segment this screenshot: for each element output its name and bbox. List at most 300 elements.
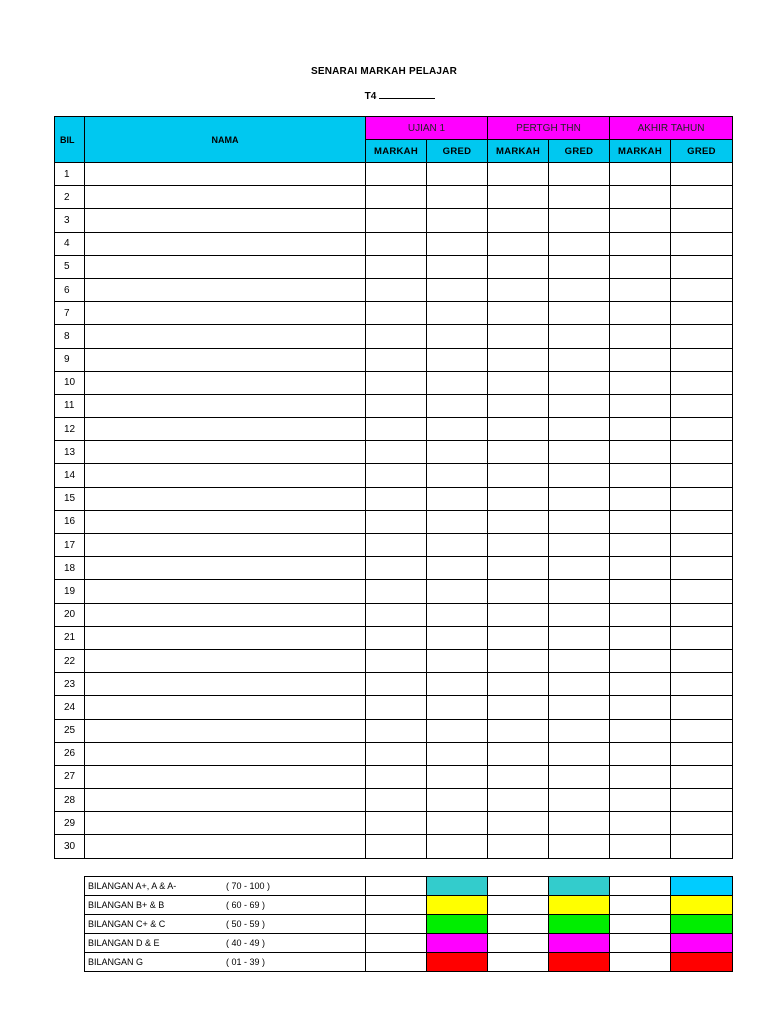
pertgh-markah-cell[interactable]	[488, 673, 549, 696]
pertgh-gred-cell[interactable]	[549, 186, 610, 209]
akhir-gred-cell[interactable]	[671, 626, 733, 649]
summary-label: BILANGAN G	[88, 957, 144, 967]
summary-count-cell[interactable]	[366, 896, 427, 915]
student-name-cell[interactable]	[85, 209, 366, 232]
row-number: 18	[55, 557, 85, 580]
grade-summary-body	[85, 877, 733, 972]
ujian1-markah-cell[interactable]	[366, 325, 427, 348]
pertgh-markah-cell[interactable]	[488, 278, 549, 301]
ujian1-markah-cell[interactable]	[366, 789, 427, 812]
student-name-cell[interactable]	[85, 603, 366, 626]
summary-color-cell[interactable]	[427, 915, 488, 934]
akhir-markah-cell[interactable]	[610, 418, 671, 441]
ujian1-markah-cell[interactable]	[366, 534, 427, 557]
table-row	[55, 163, 733, 186]
table-row	[55, 580, 733, 603]
row-number: 1	[55, 163, 85, 186]
grade-summary-table	[84, 876, 733, 972]
pertgh-gred-cell[interactable]	[549, 510, 610, 533]
summary-label-cell	[85, 896, 366, 915]
akhir-gred-cell[interactable]	[671, 789, 733, 812]
pertgh-gred-cell[interactable]	[549, 255, 610, 278]
row-number: 20	[55, 603, 85, 626]
pertgh-gred-cell[interactable]	[549, 348, 610, 371]
akhir-markah-cell[interactable]	[610, 765, 671, 788]
akhir-gred-cell[interactable]	[671, 534, 733, 557]
pertgh-gred-cell[interactable]	[549, 534, 610, 557]
pertgh-markah-cell[interactable]	[488, 580, 549, 603]
marks-table	[54, 116, 733, 859]
table-row	[55, 371, 733, 394]
pertgh-markah-cell[interactable]	[488, 626, 549, 649]
akhir-markah-cell[interactable]	[610, 719, 671, 742]
pertgh-markah-cell[interactable]	[488, 186, 549, 209]
summary-count-cell[interactable]	[488, 934, 549, 953]
student-name-cell[interactable]	[85, 348, 366, 371]
ujian1-markah-cell[interactable]	[366, 464, 427, 487]
akhir-markah-cell[interactable]	[610, 742, 671, 765]
pertgh-gred-cell[interactable]	[549, 278, 610, 301]
akhir-markah-cell[interactable]	[610, 163, 671, 186]
summary-range: ( 60 - 69 )	[226, 900, 266, 910]
pertgh-gred-cell[interactable]	[549, 580, 610, 603]
ujian1-markah-cell[interactable]	[366, 812, 427, 835]
summary-count-cell[interactable]	[366, 877, 427, 896]
table-row	[55, 649, 733, 672]
student-name-cell[interactable]	[85, 812, 366, 835]
header-bil: BIL	[55, 117, 85, 163]
summary-count-cell[interactable]	[488, 877, 549, 896]
pertgh-gred-cell[interactable]	[549, 209, 610, 232]
marks-table-body	[55, 163, 733, 859]
pertgh-markah-cell[interactable]	[488, 163, 549, 186]
akhir-markah-cell[interactable]	[610, 673, 671, 696]
pertgh-markah-cell[interactable]	[488, 510, 549, 533]
pertgh-markah-cell[interactable]	[488, 255, 549, 278]
akhir-markah-cell[interactable]	[610, 603, 671, 626]
pertgh-gred-cell[interactable]	[549, 487, 610, 510]
ujian1-markah-cell[interactable]	[366, 232, 427, 255]
ujian1-markah-cell[interactable]	[366, 394, 427, 417]
summary-color-cell[interactable]	[671, 877, 733, 896]
summary-count-cell[interactable]	[610, 877, 671, 896]
row-number: 5	[55, 255, 85, 278]
summary-label: BILANGAN B+ & B	[88, 900, 165, 910]
ujian1-gred-cell[interactable]	[427, 418, 488, 441]
pertgh-gred-cell[interactable]	[549, 812, 610, 835]
student-name-cell[interactable]	[85, 673, 366, 696]
pertgh-gred-cell[interactable]	[549, 603, 610, 626]
row-number: 23	[55, 673, 85, 696]
ujian1-markah-cell[interactable]	[366, 626, 427, 649]
akhir-gred-cell[interactable]	[671, 186, 733, 209]
row-number: 27	[55, 765, 85, 788]
ujian1-markah-cell[interactable]	[366, 487, 427, 510]
akhir-gred-cell[interactable]	[671, 649, 733, 672]
summary-count-cell[interactable]	[366, 934, 427, 953]
akhir-markah-cell[interactable]	[610, 186, 671, 209]
pertgh-gred-cell[interactable]	[549, 742, 610, 765]
table-row	[55, 302, 733, 325]
pertgh-gred-cell[interactable]	[549, 696, 610, 719]
student-name-cell[interactable]	[85, 186, 366, 209]
pertgh-gred-cell[interactable]	[549, 394, 610, 417]
summary-row	[85, 896, 733, 915]
ujian1-markah-cell[interactable]	[366, 348, 427, 371]
ujian1-markah-cell[interactable]	[366, 441, 427, 464]
akhir-gred-cell[interactable]	[671, 812, 733, 835]
student-name-cell[interactable]	[85, 464, 366, 487]
class-label: T4	[364, 91, 377, 102]
ujian1-gred-cell[interactable]	[427, 441, 488, 464]
akhir-gred-cell[interactable]	[671, 163, 733, 186]
summary-color-cell[interactable]	[427, 877, 488, 896]
pertgh-markah-cell[interactable]	[488, 209, 549, 232]
ujian1-gred-cell[interactable]	[427, 302, 488, 325]
akhir-gred-cell[interactable]	[671, 580, 733, 603]
ujian1-markah-cell[interactable]	[366, 302, 427, 325]
table-row	[55, 765, 733, 788]
student-name-cell[interactable]	[85, 487, 366, 510]
pertgh-markah-cell[interactable]	[488, 418, 549, 441]
header-group-ujian1: UJIAN 1	[366, 117, 488, 140]
summary-color-cell[interactable]	[671, 934, 733, 953]
ujian1-markah-cell[interactable]	[366, 163, 427, 186]
table-row	[55, 835, 733, 858]
summary-color-cell[interactable]	[427, 896, 488, 915]
student-name-cell[interactable]	[85, 557, 366, 580]
pertgh-markah-cell[interactable]	[488, 348, 549, 371]
summary-color-cell[interactable]	[549, 915, 610, 934]
pertgh-markah-cell[interactable]	[488, 603, 549, 626]
pertgh-markah-cell[interactable]	[488, 765, 549, 788]
pertgh-markah-cell[interactable]	[488, 789, 549, 812]
summary-color-cell[interactable]	[549, 896, 610, 915]
pertgh-gred-cell[interactable]	[549, 835, 610, 858]
ujian1-gred-cell[interactable]	[427, 580, 488, 603]
pertgh-markah-cell[interactable]	[488, 696, 549, 719]
student-name-cell[interactable]	[85, 534, 366, 557]
pertgh-gred-cell[interactable]	[549, 163, 610, 186]
student-name-cell[interactable]	[85, 835, 366, 858]
pertgh-markah-cell[interactable]	[488, 464, 549, 487]
ujian1-markah-cell[interactable]	[366, 696, 427, 719]
pertgh-gred-cell[interactable]	[549, 418, 610, 441]
row-number: 11	[55, 394, 85, 417]
student-name-cell[interactable]	[85, 441, 366, 464]
akhir-markah-cell[interactable]	[610, 557, 671, 580]
pertgh-markah-cell[interactable]	[488, 487, 549, 510]
summary-count-cell[interactable]	[488, 896, 549, 915]
summary-row	[85, 953, 733, 972]
akhir-gred-cell[interactable]	[671, 742, 733, 765]
pertgh-markah-cell[interactable]	[488, 394, 549, 417]
header-group-akhir-tahun: AKHIR TAHUN	[610, 117, 733, 140]
akhir-markah-cell[interactable]	[610, 278, 671, 301]
row-number: 15	[55, 487, 85, 510]
pertgh-markah-cell[interactable]	[488, 325, 549, 348]
akhir-gred-cell[interactable]	[671, 209, 733, 232]
summary-count-cell[interactable]	[366, 915, 427, 934]
ujian1-markah-cell[interactable]	[366, 278, 427, 301]
ujian1-markah-cell[interactable]	[366, 742, 427, 765]
header-markah: MARKAH	[610, 140, 671, 163]
pertgh-gred-cell[interactable]	[549, 232, 610, 255]
row-number: 22	[55, 649, 85, 672]
class-blank-field[interactable]	[379, 89, 435, 99]
row-number: 7	[55, 302, 85, 325]
pertgh-gred-cell[interactable]	[549, 325, 610, 348]
akhir-gred-cell[interactable]	[671, 232, 733, 255]
student-name-cell[interactable]	[85, 325, 366, 348]
student-name-cell[interactable]	[85, 418, 366, 441]
akhir-markah-cell[interactable]	[610, 649, 671, 672]
header-gred: GRED	[671, 140, 733, 163]
summary-count-cell[interactable]	[610, 934, 671, 953]
ujian1-gred-cell[interactable]	[427, 812, 488, 835]
row-number: 13	[55, 441, 85, 464]
akhir-markah-cell[interactable]	[610, 441, 671, 464]
pertgh-markah-cell[interactable]	[488, 371, 549, 394]
pertgh-markah-cell[interactable]	[488, 302, 549, 325]
pertgh-markah-cell[interactable]	[488, 534, 549, 557]
akhir-markah-cell[interactable]	[610, 464, 671, 487]
table-row	[55, 209, 733, 232]
summary-label-cell	[85, 877, 366, 896]
ujian1-gred-cell[interactable]	[427, 510, 488, 533]
akhir-gred-cell[interactable]	[671, 487, 733, 510]
ujian1-markah-cell[interactable]	[366, 835, 427, 858]
summary-count-cell[interactable]	[610, 915, 671, 934]
student-name-cell[interactable]	[85, 394, 366, 417]
row-number: 28	[55, 789, 85, 812]
pertgh-markah-cell[interactable]	[488, 719, 549, 742]
ujian1-gred-cell[interactable]	[427, 719, 488, 742]
ujian1-gred-cell[interactable]	[427, 163, 488, 186]
akhir-markah-cell[interactable]	[610, 487, 671, 510]
summary-count-cell[interactable]	[610, 953, 671, 972]
pertgh-gred-cell[interactable]	[549, 441, 610, 464]
pertgh-gred-cell[interactable]	[549, 626, 610, 649]
akhir-gred-cell[interactable]	[671, 464, 733, 487]
ujian1-gred-cell[interactable]	[427, 789, 488, 812]
akhir-gred-cell[interactable]	[671, 302, 733, 325]
summary-color-cell[interactable]	[549, 934, 610, 953]
student-name-cell[interactable]	[85, 232, 366, 255]
summary-color-cell[interactable]	[427, 934, 488, 953]
ujian1-gred-cell[interactable]	[427, 371, 488, 394]
akhir-markah-cell[interactable]	[610, 580, 671, 603]
ujian1-gred-cell[interactable]	[427, 835, 488, 858]
pertgh-markah-cell[interactable]	[488, 441, 549, 464]
ujian1-markah-cell[interactable]	[366, 371, 427, 394]
ujian1-gred-cell[interactable]	[427, 232, 488, 255]
student-name-cell[interactable]	[85, 580, 366, 603]
ujian1-gred-cell[interactable]	[427, 557, 488, 580]
ujian1-markah-cell[interactable]	[366, 186, 427, 209]
ujian1-markah-cell[interactable]	[366, 510, 427, 533]
ujian1-gred-cell[interactable]	[427, 487, 488, 510]
ujian1-markah-cell[interactable]	[366, 719, 427, 742]
row-number: 4	[55, 232, 85, 255]
akhir-gred-cell[interactable]	[671, 696, 733, 719]
summary-color-cell[interactable]	[671, 915, 733, 934]
ujian1-gred-cell[interactable]	[427, 464, 488, 487]
student-name-cell[interactable]	[85, 255, 366, 278]
pertgh-markah-cell[interactable]	[488, 649, 549, 672]
summary-count-cell[interactable]	[366, 953, 427, 972]
ujian1-markah-cell[interactable]	[366, 649, 427, 672]
table-row	[55, 603, 733, 626]
row-number: 2	[55, 186, 85, 209]
akhir-gred-cell[interactable]	[671, 510, 733, 533]
akhir-markah-cell[interactable]	[610, 696, 671, 719]
ujian1-gred-cell[interactable]	[427, 534, 488, 557]
ujian1-gred-cell[interactable]	[427, 325, 488, 348]
akhir-gred-cell[interactable]	[671, 348, 733, 371]
ujian1-markah-cell[interactable]	[366, 418, 427, 441]
ujian1-gred-cell[interactable]	[427, 255, 488, 278]
summary-color-cell[interactable]	[671, 896, 733, 915]
ujian1-gred-cell[interactable]	[427, 673, 488, 696]
akhir-markah-cell[interactable]	[610, 394, 671, 417]
student-name-cell[interactable]	[85, 765, 366, 788]
ujian1-gred-cell[interactable]	[427, 603, 488, 626]
akhir-gred-cell[interactable]	[671, 673, 733, 696]
ujian1-markah-cell[interactable]	[366, 209, 427, 232]
summary-count-cell[interactable]	[488, 915, 549, 934]
pertgh-markah-cell[interactable]	[488, 742, 549, 765]
table-row	[55, 510, 733, 533]
akhir-gred-cell[interactable]	[671, 418, 733, 441]
student-name-cell[interactable]	[85, 789, 366, 812]
akhir-gred-cell[interactable]	[671, 325, 733, 348]
akhir-gred-cell[interactable]	[671, 557, 733, 580]
akhir-markah-cell[interactable]	[610, 325, 671, 348]
student-name-cell[interactable]	[85, 278, 366, 301]
header-markah: MARKAH	[366, 140, 427, 163]
akhir-markah-cell[interactable]	[610, 835, 671, 858]
pertgh-gred-cell[interactable]	[549, 649, 610, 672]
ujian1-gred-cell[interactable]	[427, 649, 488, 672]
ujian1-gred-cell[interactable]	[427, 209, 488, 232]
ujian1-markah-cell[interactable]	[366, 557, 427, 580]
pertgh-gred-cell[interactable]	[549, 464, 610, 487]
ujian1-markah-cell[interactable]	[366, 673, 427, 696]
table-row	[55, 464, 733, 487]
ujian1-markah-cell[interactable]	[366, 255, 427, 278]
ujian1-gred-cell[interactable]	[427, 696, 488, 719]
ujian1-gred-cell[interactable]	[427, 765, 488, 788]
student-name-cell[interactable]	[85, 626, 366, 649]
summary-range: ( 01 - 39 )	[226, 957, 266, 967]
pertgh-gred-cell[interactable]	[549, 765, 610, 788]
ujian1-gred-cell[interactable]	[427, 186, 488, 209]
ujian1-markah-cell[interactable]	[366, 580, 427, 603]
akhir-markah-cell[interactable]	[610, 371, 671, 394]
student-name-cell[interactable]	[85, 163, 366, 186]
akhir-markah-cell[interactable]	[610, 302, 671, 325]
akhir-gred-cell[interactable]	[671, 835, 733, 858]
student-name-cell[interactable]	[85, 742, 366, 765]
ujian1-markah-cell[interactable]	[366, 603, 427, 626]
akhir-markah-cell[interactable]	[610, 789, 671, 812]
akhir-gred-cell[interactable]	[671, 371, 733, 394]
ujian1-gred-cell[interactable]	[427, 278, 488, 301]
header-markah: MARKAH	[488, 140, 549, 163]
pertgh-markah-cell[interactable]	[488, 232, 549, 255]
row-number: 6	[55, 278, 85, 301]
summary-color-cell[interactable]	[549, 877, 610, 896]
row-number: 8	[55, 325, 85, 348]
header-group-pertgh-thn: PERTGH THN	[488, 117, 610, 140]
summary-range: ( 40 - 49 )	[226, 938, 266, 948]
akhir-gred-cell[interactable]	[671, 719, 733, 742]
ujian1-gred-cell[interactable]	[427, 394, 488, 417]
summary-count-cell[interactable]	[488, 953, 549, 972]
student-name-cell[interactable]	[85, 371, 366, 394]
student-name-cell[interactable]	[85, 510, 366, 533]
table-row	[55, 812, 733, 835]
akhir-gred-cell[interactable]	[671, 765, 733, 788]
pertgh-markah-cell[interactable]	[488, 835, 549, 858]
table-row	[55, 557, 733, 580]
table-row	[55, 325, 733, 348]
pertgh-gred-cell[interactable]	[549, 557, 610, 580]
summary-range: ( 50 - 59 )	[226, 919, 266, 929]
akhir-markah-cell[interactable]	[610, 209, 671, 232]
akhir-markah-cell[interactable]	[610, 255, 671, 278]
ujian1-gred-cell[interactable]	[427, 348, 488, 371]
summary-color-cell[interactable]	[549, 953, 610, 972]
pertgh-gred-cell[interactable]	[549, 302, 610, 325]
ujian1-markah-cell[interactable]	[366, 765, 427, 788]
pertgh-gred-cell[interactable]	[549, 719, 610, 742]
student-name-cell[interactable]	[85, 696, 366, 719]
table-row	[55, 441, 733, 464]
akhir-gred-cell[interactable]	[671, 255, 733, 278]
summary-color-cell[interactable]	[427, 953, 488, 972]
pertgh-gred-cell[interactable]	[549, 789, 610, 812]
row-number: 16	[55, 510, 85, 533]
akhir-markah-cell[interactable]	[610, 812, 671, 835]
pertgh-gred-cell[interactable]	[549, 371, 610, 394]
student-name-cell[interactable]	[85, 719, 366, 742]
pertgh-markah-cell[interactable]	[488, 557, 549, 580]
akhir-markah-cell[interactable]	[610, 626, 671, 649]
akhir-markah-cell[interactable]	[610, 232, 671, 255]
pertgh-markah-cell[interactable]	[488, 812, 549, 835]
akhir-markah-cell[interactable]	[610, 534, 671, 557]
akhir-gred-cell[interactable]	[671, 603, 733, 626]
ujian1-gred-cell[interactable]	[427, 742, 488, 765]
row-number: 25	[55, 719, 85, 742]
pertgh-gred-cell[interactable]	[549, 673, 610, 696]
summary-color-cell[interactable]	[671, 953, 733, 972]
student-name-cell[interactable]	[85, 649, 366, 672]
akhir-markah-cell[interactable]	[610, 510, 671, 533]
akhir-gred-cell[interactable]	[671, 278, 733, 301]
ujian1-gred-cell[interactable]	[427, 626, 488, 649]
class-label-line	[0, 89, 768, 102]
summary-count-cell[interactable]	[610, 896, 671, 915]
table-row	[55, 348, 733, 371]
akhir-gred-cell[interactable]	[671, 394, 733, 417]
table-row	[55, 487, 733, 510]
akhir-markah-cell[interactable]	[610, 348, 671, 371]
akhir-gred-cell[interactable]	[671, 441, 733, 464]
student-name-cell[interactable]	[85, 302, 366, 325]
